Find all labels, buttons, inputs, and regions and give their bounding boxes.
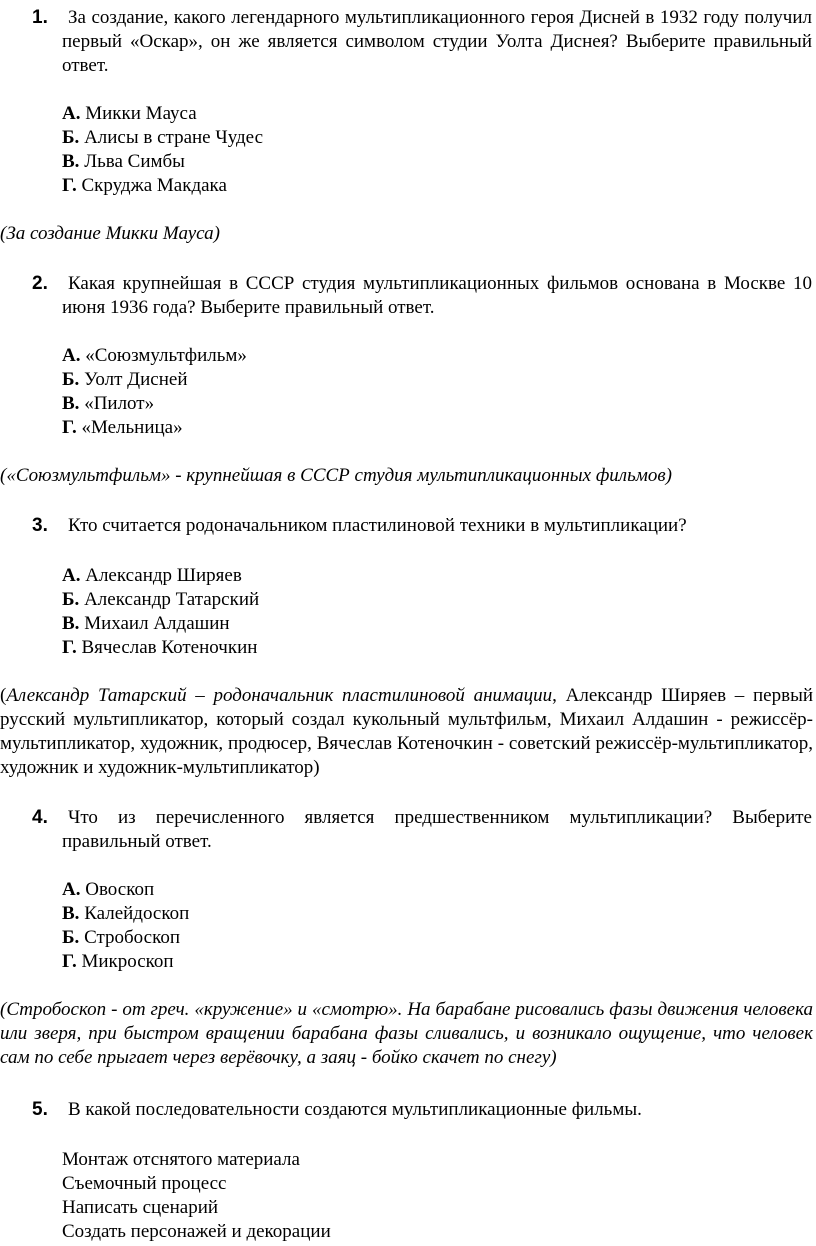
option: Б. Уолт Дисней (62, 369, 188, 390)
option: Г. Микроскоп (62, 951, 174, 972)
option: А. Овоскоп (62, 879, 155, 900)
option: В. Михаил Алдашин (62, 613, 230, 634)
question-4-options (62, 878, 189, 974)
question-4-text: Что из перечисленного является предшественником мультипликации? Выберите правильный ответ. (62, 807, 812, 852)
option: А. Александр Ширяев (62, 565, 242, 586)
question-5-number: 5. (32, 1099, 48, 1120)
list-item: Монтаж отснятого материала (62, 1149, 300, 1170)
option: Б. Алисы в стране Чудес (62, 127, 264, 148)
option: Б. Александр Татарский (62, 589, 260, 610)
question-1-answer: (За создание Микки Мауса) (0, 223, 220, 244)
question-5 (32, 1098, 812, 1122)
question-2-number: 2. (32, 273, 48, 294)
question-4 (32, 806, 812, 854)
option: А. «Союзмультфильм» (62, 345, 247, 366)
question-2 (32, 272, 812, 320)
question-3-answer: (Александр Татарский – родоначальник пластилиновой анимации, Александр Ширяев – первый русский мультипликатор, который создал кукольный мультфильм, Михаил Алдашин - режиссёр-мультипликатор, художник, продюсер, Вячеслав Котеночкин - советский режиссёр-мультипликатор, художник и художник-мультипликатор) (0, 685, 814, 778)
option: Г. Скруджа Макдака (62, 175, 227, 196)
question-3-options (62, 564, 259, 660)
question-1-number: 1. (32, 7, 48, 28)
question-2-answer: («Союзмультфильм» - крупнейшая в СССР студия мультипликационных фильмов) (0, 465, 672, 486)
option: В. Льва Симбы (62, 151, 185, 172)
question-3-number: 3. (32, 515, 48, 536)
list-item: Создать персонажей и декорации (62, 1221, 331, 1242)
question-5-text: В какой последовательности создаются мультипликационные фильмы. (68, 1099, 642, 1120)
option: Г. Вячеслав Котеночкин (62, 637, 258, 658)
list-item: Съемочный процесс (62, 1173, 227, 1194)
question-1-options (62, 102, 263, 198)
option: А. Микки Мауса (62, 103, 197, 124)
option: В. Калейдоскоп (62, 903, 190, 924)
question-1 (32, 6, 812, 78)
question-3-text: Кто считается родоначальником пластилиновой техники в мультипликации? (68, 515, 687, 536)
option: В. «Пилот» (62, 393, 155, 414)
option: Б. Стробоскоп (62, 927, 181, 948)
question-2-text: Какая крупнейшая в СССР студия мультипликационных фильмов основана в Москве 10 июня 1936 года? Выберите правильный ответ. (62, 273, 812, 318)
question-4-number: 4. (32, 807, 48, 828)
question-5-items (62, 1148, 331, 1244)
question-2-options (62, 344, 247, 440)
question-4-answer: (Стробоскоп - от греч. «кружение» и «смотрю». На барабане рисовались фазы движения человека или зверя, при быстром вращении барабана фазы сливались, и возникало ощущение, что человек сам по себе прыгает через верёвочку, а заяц - бойко скачет по снегу) (0, 999, 813, 1068)
list-item: Написать сценарий (62, 1197, 219, 1218)
question-3 (32, 514, 812, 538)
question-1-text: За создание, какого легендарного мультипликационного героя Дисней в 1932 году получил первый «Оскар», он же является символом студии Уолта Диснея? Выберите правильный ответ. (62, 7, 812, 76)
option: Г. «Мельница» (62, 417, 183, 438)
